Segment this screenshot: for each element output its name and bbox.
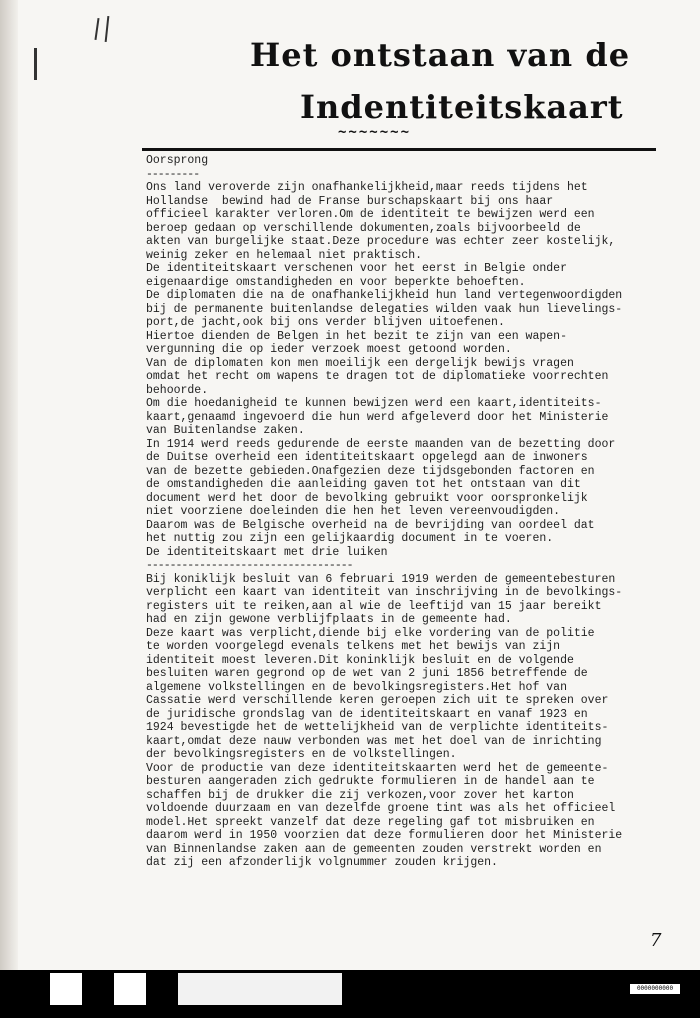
text-line: port,de jacht,ook bij ons verder blijven uitoefenen. — [146, 316, 505, 329]
text-line: officieel karakter verloren.Om de identiteit te bewijzen werd een — [146, 208, 595, 221]
text-line: registers uit te reiken,aan al wie de leeftijd van 15 jaar bereikt — [146, 599, 602, 613]
text-line: het nuttig zou zijn een gelijkaardig document in te voeren. — [146, 532, 554, 545]
text-line: vergunning die op ieder verzoek moest getoond worden. — [146, 343, 512, 356]
section-heading-underline: ----------------------------------- — [146, 559, 353, 572]
text-line: bij de permanente buitenlandse delegaties wilden vaak hun lievelings- — [146, 302, 623, 316]
section-heading-drie-luiken: De identiteitskaart met drie luiken — [146, 545, 388, 559]
ink-mark — [94, 18, 99, 40]
color-swatch-white — [50, 973, 82, 1005]
text-line: kaart,omdat deze nauw verbonden was met het doel van de inrichting — [146, 734, 602, 748]
color-swatch-black — [82, 973, 114, 1005]
text-line: beroep gedaan op verschillende dokumenten,zoals bijvoorbeeld de — [146, 221, 581, 235]
text-line: Ons land veroverde zijn onafhankelijkheid,maar reeds tijdens het — [146, 181, 588, 194]
text-line: omdat het recht om wapens te dragen tot de diplomatieke voorrechten — [146, 370, 609, 383]
text-line: van Binnenlandse zaken aan de gemeenten zouden verstrekt worden en — [146, 842, 602, 856]
text-line: verplicht een kaart van identiteit van inschrijving in de bevolkings- — [146, 586, 623, 599]
text-line: voldoende duurzaam en van dezelfde groene tint was als het officieel — [146, 802, 616, 815]
section-heading-oorsprong: Oorsprong — [146, 154, 209, 167]
text-line: van de bezette gebieden.Onafgezien deze tijdsgebonden factoren en — [146, 464, 595, 478]
text-line: Hollandse bewind had de Franse burschapskaart bij ons haar — [146, 194, 554, 208]
text-line: de Duitse overheid een identiteitskaart opgelegd aan de inwoners — [146, 451, 588, 464]
text-line: de juridische grondslag van de identiteitskaart en vanaf 1923 en — [146, 707, 588, 721]
text-line: Cassatie werd verschillende keren geroepen zich uit te spreken over — [146, 694, 609, 707]
text-line: van Buitenlandse zaken. — [146, 424, 305, 437]
ink-mark — [105, 16, 110, 42]
text-line: Van de diplomaten kon men moeilijk een dergelijk bewijs vragen — [146, 356, 574, 370]
text-line: Voor de productie van deze identiteitskaarten werd het de gemeente- — [146, 761, 609, 775]
text-line: schaffen bij de drukker die zij verkozen,voor zover het karton — [146, 788, 574, 802]
text-line: Bij koniklijk besluit van 6 februari 1919 werden de gemeentebesturen — [146, 572, 616, 586]
text-line: besturen aangeraden zich gedrukte formulieren in de handel aan te — [146, 775, 595, 788]
color-swatch-black — [18, 973, 50, 1005]
page-edge-shadow — [0, 0, 18, 970]
text-line: De diplomaten die na de onafhankelijkheid hun land vertegenwoordigden — [146, 289, 623, 302]
section-oorsprong — [146, 181, 686, 546]
text-line: In 1914 werd reeds gedurende de eerste maanden van de bezetting door — [146, 437, 616, 451]
text-line: De identiteitskaart verschenen voor het eerst in Belgie onder — [146, 262, 567, 275]
text-line: identiteit moest leveren.Dit koninklijk besluit en de volgende — [146, 653, 574, 667]
document-body — [146, 154, 686, 870]
horizontal-rule — [142, 148, 656, 151]
text-line: 1924 bevestigde het de wettelijkheid van de verplichte identiteits- — [146, 721, 609, 734]
text-line: model.Het spreekt vanzelf dat deze regeling gaf tot misbruiken en — [146, 815, 595, 829]
text-line: algemene volkstellingen en de bevolkingsregisters.Het hof van — [146, 680, 567, 694]
barcode-label: 0000000000 — [630, 984, 680, 994]
section-heading-underline: --------- — [146, 167, 200, 181]
text-line: document werd het door de bevolking gebruikt voor oorspronkelijk — [146, 491, 588, 505]
text-line: akten van burgelijke staat.Deze procedure was echter zeer kostelijk, — [146, 235, 616, 248]
ink-mark — [34, 48, 37, 80]
text-line: Om die hoedanigheid te kunnen bewijzen werd een kaart,identiteits- — [146, 397, 602, 410]
section-drie-luiken — [146, 573, 686, 870]
color-swatch-light — [178, 973, 342, 1005]
text-line: weinig zeker en helemaal niet praktisch. — [146, 248, 423, 262]
text-line: Hiertoe dienden de Belgen in het bezit te zijn van een wapen- — [146, 329, 567, 343]
color-swatch-white — [114, 973, 146, 1005]
text-line: daarom werd in 1950 voorzien dat deze formulieren door het Ministerie — [146, 829, 623, 842]
text-line: besluiten waren gegrond op de wet van 2 juni 1856 betreffende de — [146, 667, 588, 680]
page-number: 7 — [650, 930, 662, 951]
text-line: te worden voorgelegd evenals telkens met het bewijs van zijn — [146, 640, 561, 653]
text-line: had en zijn gewone verblijfplaats in de gemeente had. — [146, 613, 512, 626]
text-line: eigenaardige omstandigheden en voor beperkte behoeften. — [146, 275, 526, 289]
text-line: de omstandigheden die aanleiding gaven tot het ontstaan van dit — [146, 478, 581, 491]
text-line: dat zij een afzonderlijk volgnummer zouden krijgen. — [146, 856, 498, 869]
text-line: Daarom was de Belgische overheid na de bevrijding van oordeel dat — [146, 518, 595, 532]
text-line: der bevolkingsregisters en de volkstellingen. — [146, 748, 457, 761]
document-title-line-2: Indentiteitskaart — [300, 88, 624, 126]
text-line: behoorde. — [146, 383, 209, 397]
text-line: Deze kaart was verplicht,diende bij elke vordering van de politie — [146, 626, 595, 640]
document-title-line-1: Het ontstaan van de — [250, 36, 631, 74]
text-line: niet voorziene doeleinden die hen het leven vereenvoudigden. — [146, 505, 561, 518]
text-line: kaart,genaamd ingevoerd die hun werd afgeleverd door het Ministerie — [146, 410, 609, 424]
color-swatch-black — [146, 973, 178, 1005]
title-underline: ~~~~~~~ — [338, 124, 412, 140]
